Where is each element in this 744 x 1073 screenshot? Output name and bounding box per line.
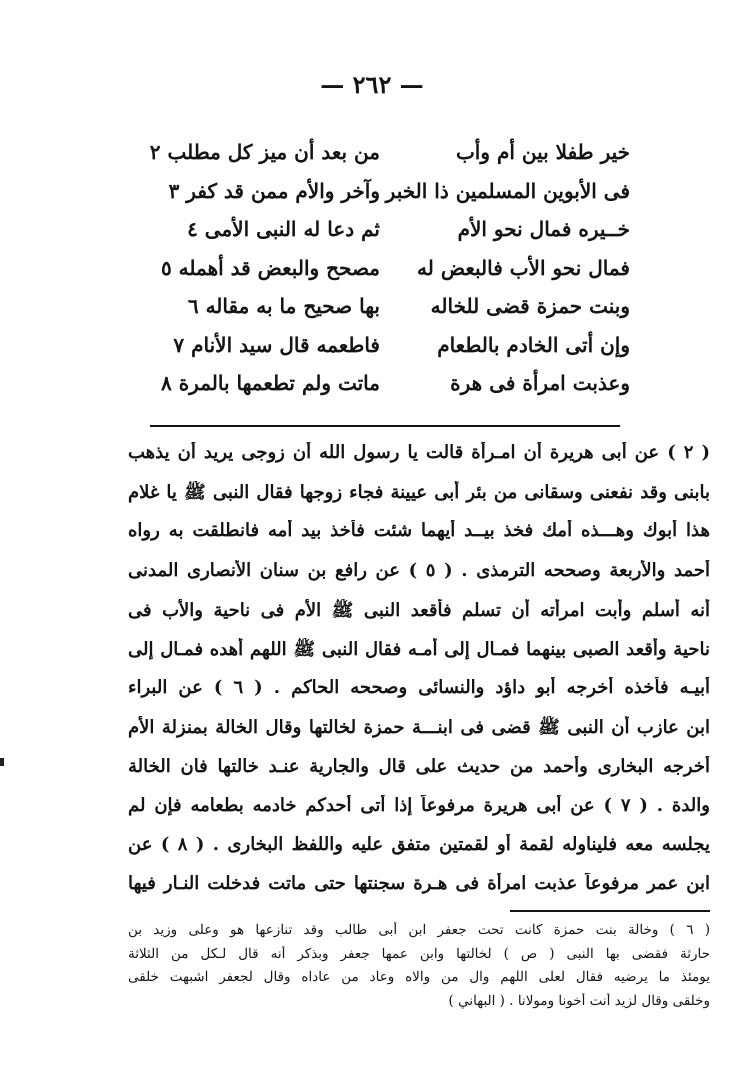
verse-first-half: فمال نحو الأب فالبعض له: [417, 255, 630, 280]
commentary-line: هذا أبوك وهـــذه أمك فخذ بيــد أيهما شئت فأخذ بيد أمه فانطلقت به رواه: [128, 520, 710, 542]
verse-second-half: ماتت ولم تطعمها بالمرة ٨: [160, 371, 380, 395]
poem-verse: [120, 179, 630, 218]
commentary-line: أخرجه البخارى وأحمد من حديث على قال والجارية عنـد خالتها فان الخالة: [128, 755, 710, 777]
footnote-line: ( ٦ ) وخالة بنت حمزة كانت تحت جعفر ابن أبى طالب وقد تنازعها هو وعلى وزيد بن: [128, 922, 710, 938]
poem-divider: [150, 425, 620, 427]
poem-verse: [120, 140, 630, 179]
poem-verse: [120, 217, 630, 256]
verse-first-half: وبنت حمزة قضى للخاله: [430, 294, 630, 318]
commentary-line: أنه أسلم وأبت امرأته أن تسلم فأقعد النبى ﷺ الأم فى ناحية والأب فى: [128, 599, 710, 621]
poem-verse: [120, 333, 630, 372]
commentary-line: والدة . ( ٧ ) عن أبى هريرة مرفوعاً إذا أتى أحدكم خادمه بطعامه فإن لم: [128, 794, 710, 816]
commentary-line: ناحية وأقعد الصبى بينهما فمـال إلى أمـه فقال النبى ﷺ اللهم أهده فمـال إلى: [128, 638, 710, 660]
poem-verse: [120, 371, 630, 410]
commentary-line: ابن عازب أن النبى ﷺ قضى فى ابنـــة حمزة لخالتها وقال الخالة بمنزلة الأم: [128, 717, 710, 739]
commentary-line: أبيـه فأخذه أخرجه أبو داؤد والنسائى وصححه الحاكم . ( ٦ ) عن البراء: [128, 677, 710, 699]
footnote-divider: [510, 910, 710, 912]
footnote-line: حارثة فقضى بها النبى ( ص ) لخالتها وابن عمها جعفر وبذكر أنه قال لـكل من الثلاثة: [128, 945, 710, 962]
poem-verse: [120, 294, 630, 333]
verse-first-half: وإن أتى الخادم بالطعام: [437, 332, 630, 357]
verse-second-half: ثم دعا له النبى الأمى ٤: [187, 217, 380, 241]
commentary-block: [128, 442, 710, 912]
footnote-block: [128, 922, 710, 1016]
poem-block: [120, 140, 630, 410]
footnote-line: يومئذ ما يرضيه فقال لعلى اللهم وال من والاه وعاد من عاداه وقال لجعفر اشبهت خلقى: [128, 969, 710, 985]
verse-second-half: وآخر والأم ممن قد كفر ٣: [168, 178, 380, 203]
verse-first-half: خــيره فمال نحو الأم: [457, 217, 630, 241]
verse-first-half: وعذبت امرأة فى هرة: [450, 371, 630, 395]
scan-edge-mark: [0, 758, 4, 766]
commentary-line: أحمد والأربعة وصححه الترمذى . ( ٥ ) عن رافع بن سنان الأنصارى المدنى: [128, 559, 710, 581]
verse-second-half: بها صحيح ما به مقاله ٦: [187, 294, 380, 318]
commentary-line: ( ٢ ) عن أبى هريرة أن امـرأة قالت يا رسول الله أن زوجى يريد أن يذهب: [128, 442, 710, 463]
verse-first-half: خير طفلا بين أم وأب: [455, 140, 630, 164]
commentary-line: ابن عمر مرفوعاً عذبت امرأة فى هـرة سجنتها حتى ماتت فدخلت النـار فيها: [128, 873, 710, 895]
commentary-line: بابنى وقد نفعنى وسقانى من بئر أبى عيينة فجاء زوجها فقال النبى ﷺ يا غلام: [128, 482, 710, 504]
verse-first-half: فى الأبوين المسلمين ذا الخبر: [385, 178, 630, 203]
poem-verse: [120, 256, 630, 295]
footnote-line: وخلقى وقال لزيد أنت أخونا ومولانا . ( البهاني ): [448, 992, 710, 1009]
page-number: — ٢٦٢ —: [320, 70, 424, 99]
verse-second-half: من بعد أن ميز كل مطلب ٢: [149, 140, 380, 164]
verse-second-half: فاطعمه قال سيد الأنام ٧: [173, 332, 380, 357]
verse-second-half: مصحح والبعض قد أهمله ٥: [160, 255, 380, 280]
commentary-line: يجلسه معه فليناوله لقمة أو لقمتين متفق عليه واللفظ البخارى . ( ٨ ) عن: [128, 833, 710, 855]
